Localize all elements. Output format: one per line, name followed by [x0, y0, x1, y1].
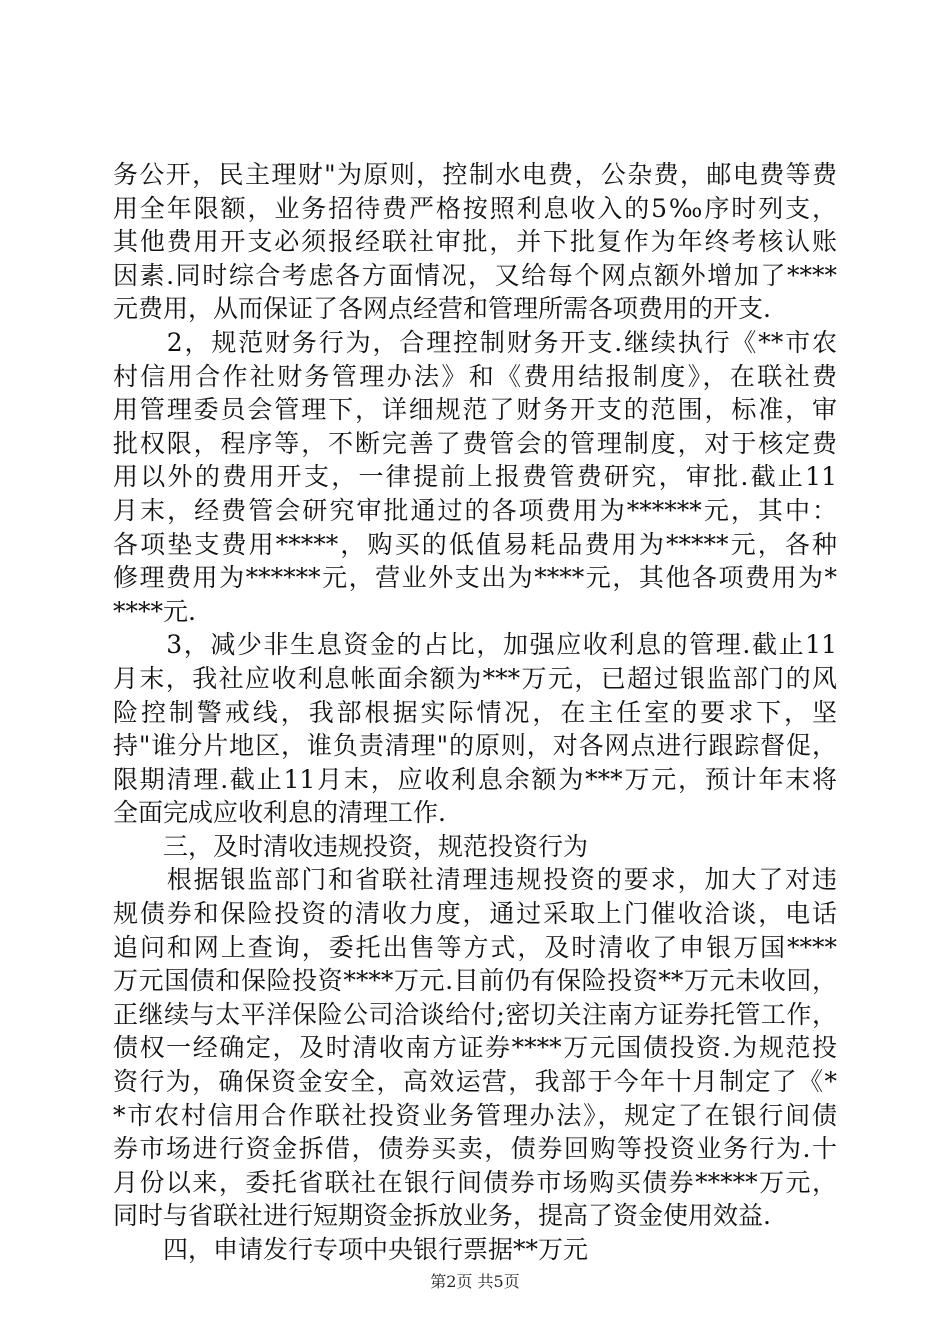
text-line: 规债券和保险投资的清收力度，通过采取上门催收洽谈，电话: [113, 899, 837, 929]
text-line: 因素.同时综合考虑各方面情况，又给每个网点额外增加了****: [113, 260, 837, 290]
text-line: 持"谁分片地区，谁负责清理"的原则，对各网点进行跟踪督促，: [113, 731, 837, 761]
text-line: 修理费用为******元，营业外支出为****元，其他各项费用为*: [113, 563, 837, 593]
text-line: 四，申请发行专项中央银行票据**万元: [113, 1235, 589, 1264]
text-line: 券市场进行资金拆借，债券买卖，债券回购等投资业务行为.十: [113, 1134, 837, 1164]
text-line: 债权一经确定，及时清收南方证券****万元国债投资.为规范投: [113, 1033, 837, 1063]
text-line: 用全年限额，业务招待费严格按照利息收入的5‰序时列支，: [113, 193, 837, 223]
text-line: 险控制警戒线，我部根据实际情况，在主任室的要求下，坚: [113, 697, 837, 727]
text-line: 元费用，从而保证了各网点经营和管理所需各项费用的开支.: [113, 294, 771, 324]
page-footer: 第2页 共5页: [430, 1272, 520, 1291]
text-line: 限期清理.截止11月末，应收利息余额为***万元，预计年末将: [113, 764, 837, 794]
text-line: 同时与省联社进行短期资金拆放业务，提高了资金使用效益.: [113, 1201, 771, 1231]
text-line: 全面完成应收利息的清理工作.: [113, 798, 446, 828]
text-line: 务公开，民主理财"为原则，控制水电费，公杂费，邮电费等费: [113, 160, 837, 189]
text-line: 3，减少非生息资金的占比，加强应收利息的管理.截止11: [113, 630, 837, 660]
text-line: 村信用合作社财务管理办法》和《费用结报制度》，在联社费: [113, 361, 837, 391]
text-line: 资行为，确保资金安全，高效运营，我部于今年十月制定了《*: [113, 1067, 837, 1097]
text-line: 三，及时清收违规投资，规范投资行为: [113, 831, 589, 861]
text-line: ****元.: [113, 596, 196, 626]
text-line: *市农村信用合作联社投资业务管理办法》，规定了在银行间债: [113, 1100, 837, 1130]
text-line: 2，规范财务行为，合理控制财务开支.继续执行《**市农: [113, 327, 837, 357]
text-line: 月份以来，委托省联社在银行间债券市场购买债券*****万元，: [113, 1167, 837, 1197]
text-line: 月末，我社应收利息帐面余额为***万元，已超过银监部门的风: [113, 663, 837, 693]
text-line: 其他费用开支必须报经联社审批，并下批复作为年终考核认账: [113, 227, 837, 257]
text-line: 用管理委员会管理下，详细规范了财务开支的范围，标准，审: [113, 395, 837, 425]
document-body: [113, 158, 837, 1267]
text-line: 正继续与太平洋保险公司洽谈给付;密切关注南方证券托管工作，: [113, 999, 837, 1029]
text-line: 各项垫支费用*****，购买的低值易耗品费用为*****元，各种: [113, 529, 837, 559]
text-line: 追问和网上查询，委托出售等方式，及时清收了申银万国****: [113, 932, 837, 962]
text-line: 根据银监部门和省联社清理违规投资的要求，加大了对违: [113, 865, 837, 895]
text-line: 用以外的费用开支，一律提前上报费管费研究，审批.截止11: [113, 462, 837, 492]
text-line: 月末，经费管会研究审批通过的各项费用为******元，其中：: [113, 495, 837, 525]
text-line: 批权限，程序等，不断完善了费管会的管理制度，对于核定费: [113, 428, 837, 458]
text-line: 万元国债和保险投资****万元.目前仍有保险投资**万元未收回，: [113, 966, 837, 996]
